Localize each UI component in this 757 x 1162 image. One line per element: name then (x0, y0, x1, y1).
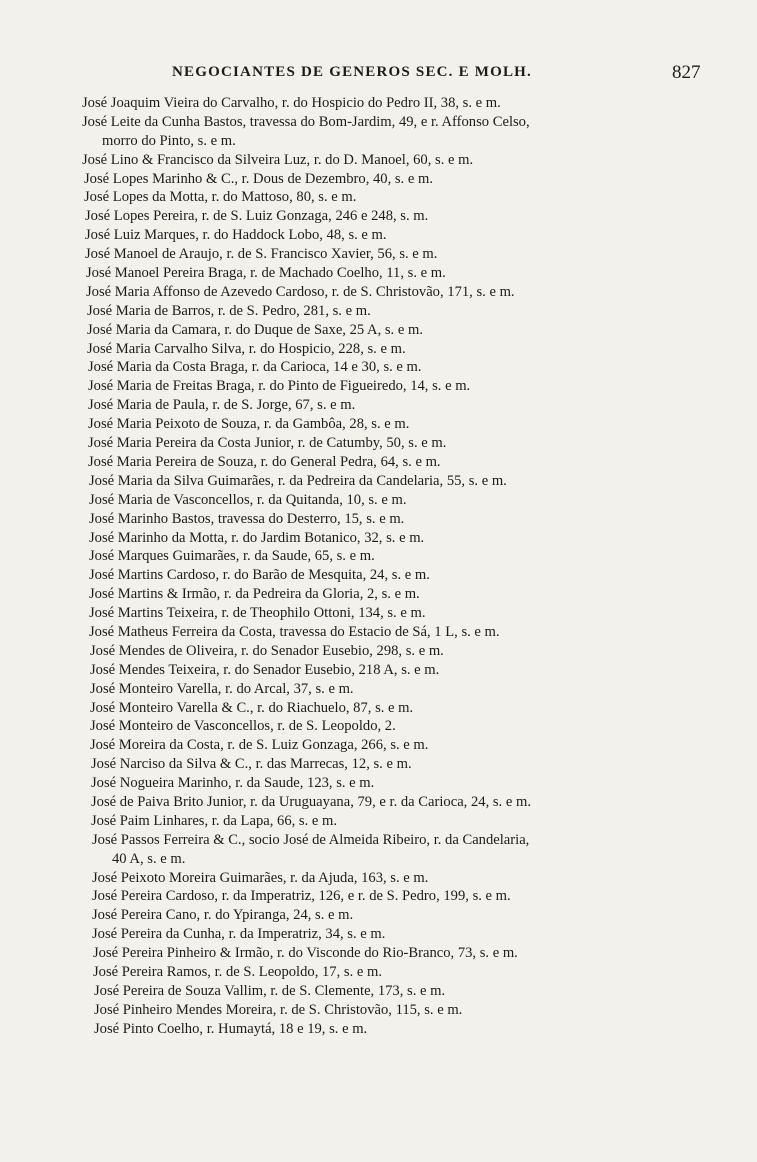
entry-text: José Marinho da Motta, r. do Jardim Botanico, 32, s. e m. (89, 529, 425, 546)
entry-text: José Maria Pereira de Souza, r. do General Pedra, 64, s. e m. (88, 453, 441, 470)
list-item (0, 906, 757, 925)
list-item (0, 831, 757, 869)
list-item (0, 1001, 757, 1020)
entry-text: José Mendes Teixeira, r. do Senador Eusebio, 218 A, s. e m. (90, 661, 440, 678)
list-item (0, 151, 757, 170)
entry-text: José Maria de Freitas Braga, r. do Pinto de Figueiredo, 14, s. e m. (88, 378, 471, 395)
entry-text: José Lopes da Motta, r. do Mattoso, 80, s. e m. (84, 189, 357, 206)
entry-text: José Lino & Francisco da Silveira Luz, r. do D. Manoel, 60, s. e m. (82, 151, 474, 168)
list-item (0, 377, 757, 396)
entry-text: José Maria da Costa Braga, r. da Carioca, 14 e 30, s. e m. (88, 359, 422, 376)
entry-text: José Monteiro Varella & C., r. do Riachuelo, 87, s. e m. (90, 699, 414, 716)
entry-text: José Maria Peixoto de Souza, r. da Gambôa, 28, s. e m. (88, 416, 410, 433)
list-item (0, 472, 757, 491)
entry-text: José Lopes Marinho & C., r. Dous de Dezembro, 40, s. e m. (84, 170, 433, 187)
entry-text: José Pereira de Souza Vallim, r. de S. Clemente, 173, s. e m. (94, 982, 446, 999)
entry-text: José Mendes de Oliveira, r. do Senador Eusebio, 298, s. e m. (90, 642, 444, 659)
entry-text: José Manoel de Araujo, r. de S. Francisco Xavier, 56, s. e m. (85, 246, 438, 263)
entry-text: José Peixoto Moreira Guimarães, r. da Ajuda, 163, s. e m. (92, 869, 429, 886)
entry-text: José Maria da Silva Guimarães, r. da Pedreira da Candelaria, 55, s. e m. (89, 472, 507, 489)
entry-text: José Maria Carvalho Silva, r. do Hospicio, 228, s. e m. (87, 340, 406, 357)
list-item (0, 170, 757, 189)
entry-text: José Pinheiro Mendes Moreira, r. de S. Christovão, 115, s. e m. (94, 1001, 463, 1018)
list-item (0, 396, 757, 415)
list-item (0, 925, 757, 944)
entry-text: José Matheus Ferreira da Costa, travessa do Estacio de Sá, 1 L, s. e m. (89, 623, 500, 640)
list-item (0, 245, 757, 264)
page-number: 827 (672, 62, 701, 83)
list-item (0, 491, 757, 510)
merchant-list (0, 94, 757, 1039)
entry-continuation: morro do Pinto, s. e m. (102, 132, 236, 149)
entry-text: José Maria da Camara, r. do Duque de Saxe, 25 A, s. e m. (87, 321, 423, 338)
entry-text: José Maria de Vasconcellos, r. da Quitanda, 10, s. e m. (89, 491, 407, 508)
entry-text: José Pereira Cano, r. do Ypiranga, 24, s. e m. (92, 907, 354, 924)
list-item (0, 755, 757, 774)
list-item (0, 944, 757, 963)
list-item (0, 453, 757, 472)
list-item (0, 793, 757, 812)
list-item (0, 340, 757, 359)
list-item (0, 661, 757, 680)
entry-text: José Moreira da Costa, r. de S. Luiz Gonzaga, 266, s. e m. (90, 737, 429, 754)
running-title: NEGOCIANTES DE GENEROS SEC. E MOLH. (172, 64, 532, 80)
entry-continuation: 40 A, s. e m. (112, 850, 186, 867)
entry-text: José Maria Pereira da Costa Junior, r. de Catumby, 50, s. e m. (88, 435, 447, 452)
entry-text: José Manoel Pereira Braga, r. de Machado Coelho, 11, s. e m. (86, 265, 446, 282)
list-item (0, 207, 757, 226)
entry-text: José Maria de Barros, r. de S. Pedro, 281, s. e m. (87, 302, 371, 319)
list-item (0, 982, 757, 1001)
entry-text: José Monteiro de Vasconcellos, r. de S. Leopoldo, 2. (90, 718, 396, 735)
entry-text: José Monteiro Varella, r. do Arcal, 37, s. e m. (90, 680, 354, 697)
entry-text: José Leite da Cunha Bastos, travessa do Bom-Jardim, 49, e r. Affonso Celso, (82, 113, 530, 130)
list-item (0, 1020, 757, 1039)
entry-text: José Maria de Paula, r. de S. Jorge, 67, s. e m. (88, 397, 356, 414)
entry-text: José Narciso da Silva & C., r. das Marrecas, 12, s. e m. (91, 756, 412, 773)
entry-text: José Maria Affonso de Azevedo Cardoso, r. de S. Christovão, 171, s. e m. (86, 283, 515, 300)
entry-text: José Martins Teixeira, r. de Theophilo Ottoni, 134, s. e m. (89, 605, 426, 622)
list-item (0, 717, 757, 736)
list-item (0, 680, 757, 699)
list-item (0, 510, 757, 529)
list-item (0, 699, 757, 718)
page-header (0, 64, 757, 90)
list-item (0, 547, 757, 566)
entry-text: José Nogueira Marinho, r. da Saude, 123, s. e m. (91, 775, 375, 792)
list-item (0, 283, 757, 302)
entry-text: José Marinho Bastos, travessa do Desterro, 15, s. e m. (89, 510, 405, 527)
entry-text: José Luiz Marques, r. do Haddock Lobo, 48, s. e m. (85, 227, 387, 244)
list-item (0, 642, 757, 661)
entry-text: José Pereira da Cunha, r. da Imperatriz, 34, s. e m. (92, 926, 386, 943)
entry-text: José Pereira Pinheiro & Irmão, r. do Visconde do Rio-Branco, 73, s. e m. (93, 945, 518, 962)
entry-text: José Pereira Cardoso, r. da Imperatriz, 126, e r. de S. Pedro, 199, s. e m. (92, 888, 511, 905)
entry-text: José Pereira Ramos, r. de S. Leopoldo, 17, s. e m. (93, 964, 382, 980)
entry-text: José Paim Linhares, r. da Lapa, 66, s. e m. (91, 812, 338, 829)
list-item (0, 623, 757, 642)
list-item (0, 321, 757, 340)
list-item (0, 434, 757, 453)
list-item (0, 566, 757, 585)
list-item (0, 226, 757, 245)
list-item (0, 264, 757, 283)
list-item (0, 302, 757, 321)
list-item (0, 529, 757, 548)
list-item (0, 358, 757, 377)
list-item (0, 774, 757, 793)
list-item (0, 585, 757, 604)
entry-text: José de Paiva Brito Junior, r. da Uruguayana, 79, e r. da Carioca, 24, s. e m. (91, 793, 531, 810)
list-item (0, 869, 757, 888)
list-item (0, 188, 757, 207)
list-item (0, 963, 757, 982)
list-item (0, 94, 757, 113)
list-item (0, 736, 757, 755)
list-item (0, 415, 757, 434)
list-item (0, 812, 757, 831)
entry-text: José Pinto Coelho, r. Humaytá, 18 e 19, s. e m. (94, 1020, 368, 1037)
entry-text: José Passos Ferreira & C., socio José de Almeida Ribeiro, r. da Candelaria, (92, 831, 530, 848)
entry-text: José Martins Cardoso, r. do Barão de Mesquita, 24, s. e m. (89, 567, 430, 584)
list-item (0, 887, 757, 906)
list-item (0, 113, 757, 151)
entry-text: José Marques Guimarães, r. da Saude, 65, s. e m. (89, 548, 375, 565)
entry-text: José Joaquim Vieira do Carvalho, r. do Hospicio do Pedro II, 38, s. e m. (82, 95, 501, 111)
entry-text: José Lopes Pereira, r. de S. Luiz Gonzaga, 246 e 248, s. m. (85, 208, 429, 225)
list-item (0, 604, 757, 623)
entry-text: José Martins & Irmão, r. da Pedreira da Gloria, 2, s. e m. (89, 586, 420, 603)
